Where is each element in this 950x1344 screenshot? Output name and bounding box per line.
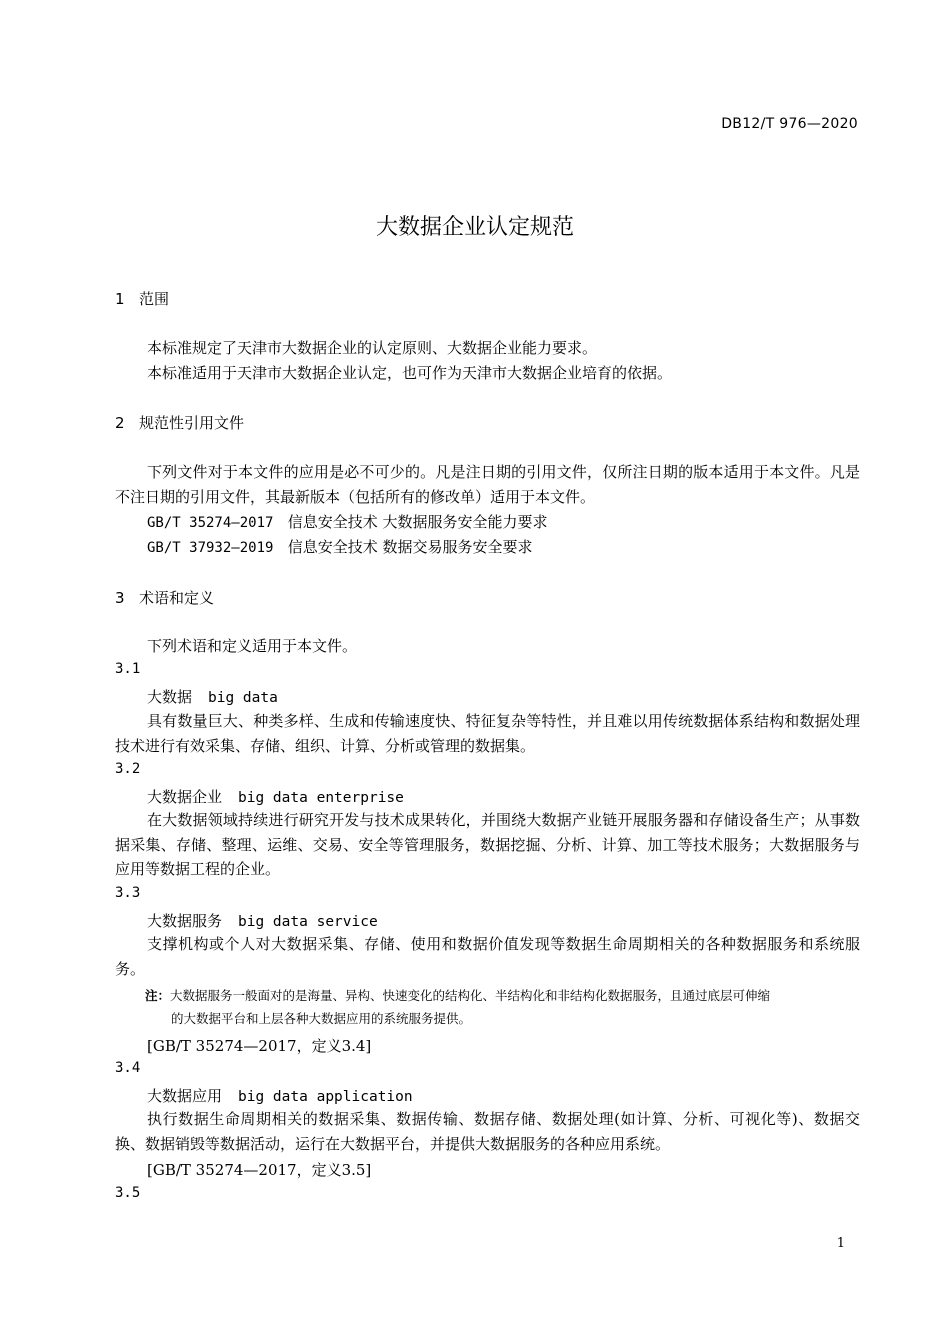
document-title: 大数据企业认定规范	[375, 215, 574, 240]
paragraph: 本标准适用于天津市大数据企业认定，也可作为天津市大数据企业培育的依据。	[147, 364, 673, 382]
term-number: 3.5	[115, 1185, 141, 1201]
section-heading-terms: 3 术语和定义	[115, 589, 215, 607]
paragraph: 下列术语和定义适用于本文件。	[147, 637, 358, 655]
reference-entry: GB/T 37932—2019 信息安全技术 数据交易服务安全要求	[147, 538, 533, 556]
term-number: 3.4	[115, 1060, 141, 1076]
paragraph: 本标准规定了天津市大数据企业的认定原则、大数据企业能力要求。	[147, 339, 598, 357]
term-definition: 具有数量巨大、种类多样、生成和传输速度快、特征复杂等特性，并且难以用传统数据体系结构和数据处理技术进行有效采集、存储、组织、计算、分析或管理的数据集。	[115, 712, 860, 755]
paragraph: 下列文件对于本文件的应用是必不可少的。凡是注日期的引用文件，仅所注日期的版本适用于本文件。凡是不注日期的引用文件，其最新版本（包括所有的修改单）适用于本文件。	[115, 463, 860, 506]
term-heading: 大数据企业 big data enterprise	[147, 788, 404, 806]
term-heading: 大数据 big data	[147, 688, 278, 706]
section-heading-normative-references: 2 规范性引用文件	[115, 414, 245, 432]
term-source: [GB/T 35274—2017，定义3.4]	[147, 1037, 372, 1055]
term-definition: 执行数据生命周期相关的数据采集、数据传输、数据存储、数据处理(如计算、分析、可视化等)、数据交换、数据销毁等数据活动，运行在大数据平台，并提供大数据服务的各种应用系统。	[115, 1110, 860, 1153]
reference-entry: GB/T 35274—2017 信息安全技术 大数据服务安全能力要求	[147, 513, 548, 531]
term-source: [GB/T 35274—2017，定义3.5]	[147, 1161, 372, 1179]
term-number: 3.2	[115, 761, 141, 777]
term-number: 3.3	[115, 885, 141, 901]
term-definition: 支撑机构或个人对大数据采集、存储、使用和数据价值发现等数据生命周期相关的各种数据服务和系统服务。	[115, 935, 860, 978]
term-heading: 大数据服务 big data service	[147, 912, 378, 930]
term-definition: 在大数据领域持续进行研究开发与技术成果转化，并围绕大数据产业链开展服务器和存储设备生产；从事数据采集、存储、整理、运维、交易、安全等管理服务，数据挖掘、分析、计算、加工等技术服务；大数据服务与应用等数据工程的企业。	[115, 811, 860, 878]
section-heading-scope: 1 范围	[115, 290, 170, 308]
term-note: 注：大数据服务一般面对的是海量、异构、快速变化的结构化、半结构化和非结构化数据服务，且通过底层可伸缩 的大数据平台和上层各种大数据应用的系统服务提供。	[145, 988, 771, 1026]
page-number: 1	[836, 1236, 845, 1251]
term-number: 3.1	[115, 661, 141, 677]
term-heading: 大数据应用 big data application	[147, 1087, 413, 1105]
standard-number: DB12/T 976—2020	[721, 116, 858, 132]
